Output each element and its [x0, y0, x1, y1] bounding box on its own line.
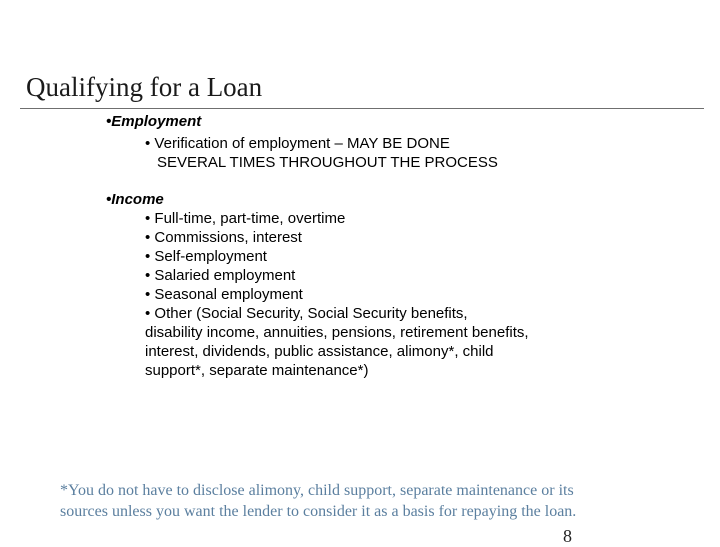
- income-item: • Salaried employment: [145, 267, 296, 284]
- employment-line: SEVERAL TIMES THROUGHOUT THE PROCESS: [157, 154, 498, 171]
- income-item-continued: support*, separate maintenance*): [145, 362, 369, 379]
- income-item: • Commissions, interest: [145, 229, 302, 246]
- income-item: • Self-employment: [145, 248, 267, 265]
- title-divider: [20, 108, 704, 109]
- income-item-continued: interest, dividends, public assistance, alimony*, child: [145, 343, 494, 360]
- income-item-continued: disability income, annuities, pensions, retirement benefits,: [145, 324, 529, 341]
- income-item: • Seasonal employment: [145, 286, 303, 303]
- income-item: • Full-time, part-time, overtime: [145, 210, 346, 227]
- employment-heading: •Employment: [106, 113, 202, 130]
- slide-title: Qualifying for a Loan: [26, 72, 263, 102]
- footnote-line: *You do not have to disclose alimony, child support, separate maintenance or its: [60, 482, 574, 499]
- income-heading: •Income: [106, 191, 164, 208]
- page-number: 8: [563, 526, 572, 546]
- income-item: • Other (Social Security, Social Security benefits,: [145, 305, 468, 322]
- footnote: [60, 480, 660, 522]
- footnote-line: sources unless you want the lender to consider it as a basis for repaying the loan.: [60, 503, 577, 520]
- employment-line: • Verification of employment – MAY BE DONE: [145, 135, 450, 152]
